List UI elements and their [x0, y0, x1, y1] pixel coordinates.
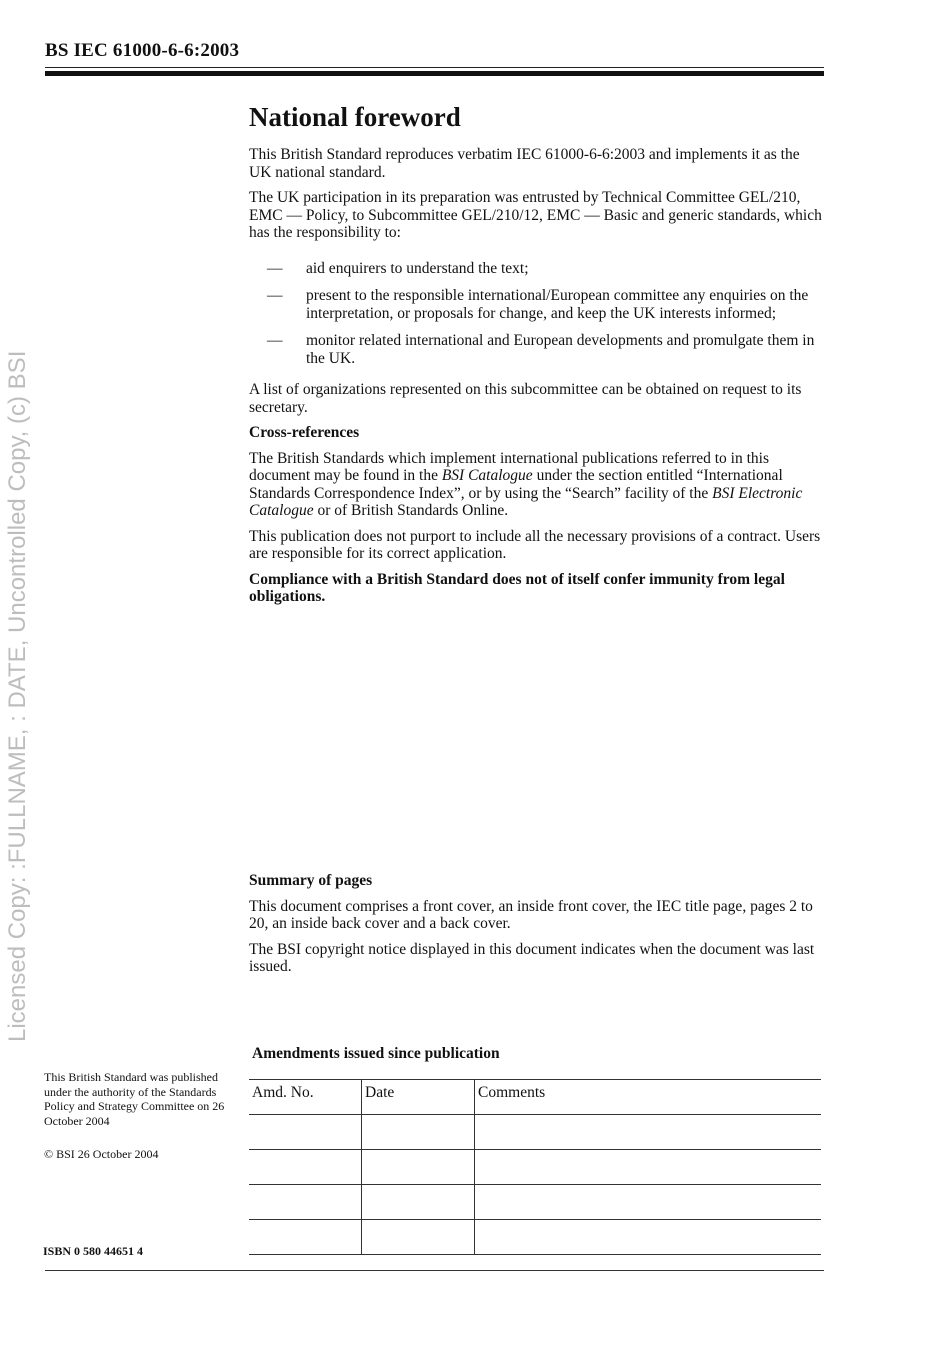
list-item — [249, 287, 824, 322]
table-header-row — [249, 1080, 821, 1115]
bsi-catalogue-ref: BSI Catalogue — [441, 467, 533, 484]
document-code: BS IEC 61000-6-6:2003 — [45, 40, 240, 61]
table-cell — [475, 1115, 822, 1150]
crossref-text-2: under the section entitled “International Standards Correspondence Index”, or by using the “Search” facility of the — [249, 467, 783, 502]
table-cell — [362, 1220, 475, 1255]
summary-paragraph-1: This document comprises a front cover, an inside front cover, the IEC title page, pages 2 to 20, an inside back cover and a back cover. — [249, 897, 813, 932]
list-item-text: monitor related international and European developments and promulgate them in the UK. — [306, 332, 815, 367]
list-item — [249, 260, 824, 278]
dash-marker: — — [267, 287, 283, 304]
dash-marker: — — [267, 332, 283, 349]
list-item-text: present to the responsible international/European committee any enquiries on the interpretation, or proposals for change, and keep the UK interests informed; — [306, 287, 809, 322]
compliance-statement: Compliance with a British Standard does not of itself confer immunity from legal obligations. — [249, 570, 785, 605]
table-cell — [249, 1220, 362, 1255]
header-rule-thick — [45, 71, 824, 76]
amendments-table — [249, 1079, 821, 1255]
summary-of-pages — [249, 872, 824, 984]
column-header-amd-no: Amd. No. — [249, 1080, 362, 1115]
foreword-paragraph-1: This British Standard reproduces verbatim IEC 61000-6-6:2003 and implements it as the UK national standard. — [249, 146, 800, 181]
table-cell — [475, 1185, 822, 1220]
table-cell — [362, 1185, 475, 1220]
page-title: National foreword — [249, 102, 461, 132]
license-watermark: Licensed Copy: :FULLNAME, : DATE, Uncontrolled Copy, (c) BSI — [4, 350, 31, 1042]
authority-statement: This British Standard was published under the authority of the Standards Policy and Strategy Committee on 26 October 2004 — [44, 1070, 225, 1128]
responsibility-list — [249, 260, 824, 368]
cross-references-paragraph — [249, 450, 824, 520]
crossref-text-3: or of British Standards Online. — [313, 502, 509, 519]
column-header-date: Date — [362, 1080, 475, 1115]
publication-sidebar — [44, 1070, 229, 1181]
copyright-notice: © BSI 26 October 2004 — [44, 1147, 159, 1161]
list-item — [249, 332, 824, 367]
dash-marker: — — [267, 259, 283, 277]
table-cell — [249, 1150, 362, 1185]
table-cell — [362, 1115, 475, 1150]
cross-references-heading: Cross-references — [249, 424, 360, 441]
table-row — [249, 1115, 821, 1150]
list-item-text: aid enquirers to understand the text; — [306, 259, 529, 277]
foreword-paragraph-3: A list of organizations represented on this subcommittee can be obtained on request to its secretary. — [249, 381, 802, 416]
isbn-number: ISBN 0 580 44651 4 — [43, 1244, 144, 1258]
table-row — [249, 1220, 821, 1255]
crossref-text-1: The British Standards which implement international publications referred to in this document may be found in the — [249, 449, 769, 484]
summary-paragraph-2: The BSI copyright notice displayed in this document indicates when the document was last issued. — [249, 940, 815, 975]
table-row — [249, 1150, 821, 1185]
table-cell — [475, 1150, 822, 1185]
table-cell — [249, 1115, 362, 1150]
column-header-comments: Comments — [475, 1080, 822, 1115]
foreword-paragraph-2: The UK participation in its preparation was entrusted by Technical Committee GEL/210, EMC — Policy, to Subcommittee GEL/210/12, EMC — Basic and generic standards, which has the responsibility to: — [249, 189, 822, 241]
bsi-electronic-catalogue-ref: BSI Electronic Catalogue — [249, 484, 803, 519]
foreword-paragraph-4: This publication does not purport to include all the necessary provisions of a contract. Users are responsible for its correct application. — [249, 527, 821, 562]
summary-heading: Summary of pages — [249, 872, 373, 889]
table-row — [249, 1185, 821, 1220]
footer-rule — [45, 1270, 824, 1271]
amendments-title: Amendments issued since publication — [252, 1045, 500, 1062]
header-rule-thin — [45, 67, 824, 68]
table-cell — [249, 1185, 362, 1220]
table-cell — [475, 1220, 822, 1255]
national-foreword — [249, 100, 824, 614]
table-cell — [362, 1150, 475, 1185]
